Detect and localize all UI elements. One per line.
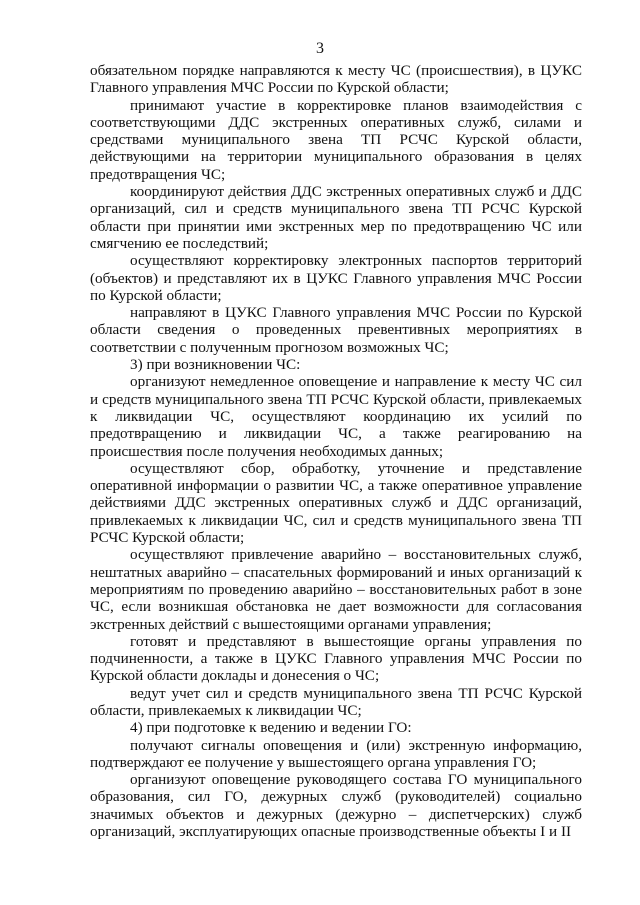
paragraph: осуществляют сбор, обработку, уточнение и представление оперативной информации о развитии ЧС, а также оперативное управление действиями ДДС экстренных оперативных служб и ДДС организаций, привлекаемых к ликвидации ЧС, сил и средств муниципального звена ТП РСЧС Курской области; (90, 459, 582, 547)
paragraph: организуют немедленное оповещение и направление к месту ЧС сил и средств муниципального звена ТП РСЧС Курской области, привлекаемых к ликвидации ЧС, осуществляют координацию их усилий по предотвращению и ликвидации ЧС, а также реагированию на происшествия после получения необходимых данных; (90, 373, 582, 460)
paragraph: ведут учет сил и средств муниципального звена ТП РСЧС Курской области, привлекаемых к ликвидации ЧС; (90, 684, 582, 719)
section-heading: 3) при возникновении ЧС: (130, 356, 301, 374)
paragraph: координируют действия ДДС экстренных оперативных служб и ДДС организаций, сил и средств муниципального звена ТП РСЧС Курской области при принятии ими экстренных мер по предотвращению ЧС или смягчению ее последствий; (90, 183, 582, 252)
document-body (90, 62, 582, 840)
paragraph: осуществляют привлечение аварийно – восстановительных служб, нештатных аварийно – спасательных формирований и иных организаций к мероприятиям по проведению аварийно – восстановительных работ в зоне ЧС, если возникшая обстановка не дает возможности для согласования экстренных действий с вышестоящими органами управления; (90, 546, 582, 633)
paragraph: готовят и представляют в вышестоящие органы управления по подчиненности, а также в ЦУКС Главного управления МЧС России по Курской области доклады и донесения о ЧС; (90, 632, 582, 685)
paragraph: обязательном порядке направляются к месту ЧС (происшествия), в ЦУКС Главного управления МЧС России по Курской области; (90, 62, 582, 97)
paragraph: направляют в ЦУКС Главного управления МЧС России по Курской области сведения о проведенных превентивных мероприятиях в соответствии с полученным прогнозом возможных ЧС; (90, 304, 582, 356)
section-heading: 4) при подготовке к ведению и ведении ГО: (130, 719, 412, 737)
page-number: 3 (316, 40, 324, 57)
paragraph: получают сигналы оповещения и (или) экстренную информацию, подтверждают ее получение у вышестоящего органа управления ГО; (90, 736, 582, 771)
paragraph: принимают участие в корректировке планов взаимодействия с соответствующими ДДС экстренных оперативных служб, силами и средствами муниципального звена ТП РСЧС Курской области, действующими на территории муниципального образования в целях предотвращения ЧС; (90, 96, 582, 183)
paragraph: осуществляют корректировку электронных паспортов территорий (объектов) и представляют их в ЦУКС Главного управления МЧС России по Курской области; (90, 252, 582, 304)
paragraph: организуют оповещение руководящего состава ГО муниципального образования, сил ГО, дежурных служб (руководителей) социально значимых объектов и дежурных (дежурно – диспетчерских) служб организаций, эксплуатирующих опасные производственные объекты I и II (90, 771, 582, 841)
